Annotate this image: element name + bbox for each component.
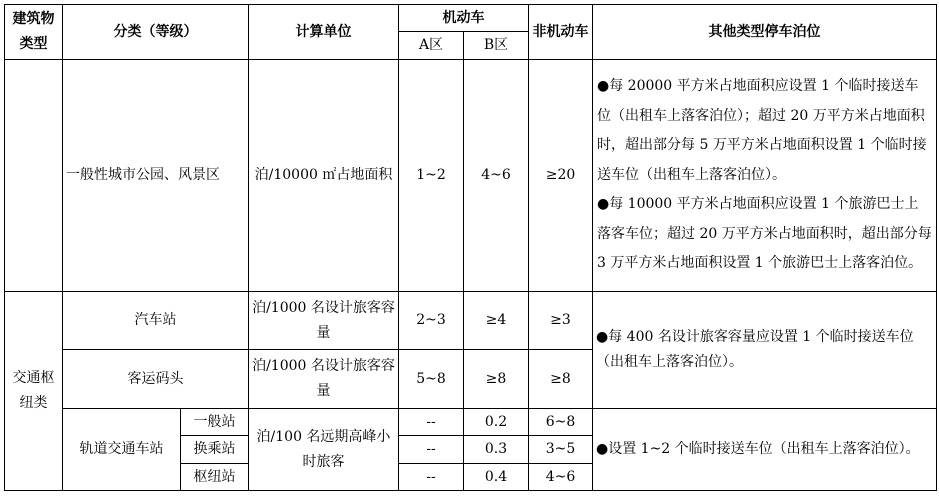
transport-building-type: 交通枢纽类 xyxy=(5,292,63,491)
rail-other-parking: ●设置 1~2 个临时接送车位（出租车上落客泊位）。 xyxy=(593,409,937,491)
park-other-paragraph-2: ●每 10000 平方米占地面积应设置 1 个旅游巴士上落客车位；超过 20 万平方米占地面积时，超出部分每 3 万平方米占地面积设置 1 个旅游巴士上落客泊位。 xyxy=(597,196,932,272)
rail-hub-zone-a: -- xyxy=(399,464,464,491)
park-other-parking xyxy=(593,60,937,292)
rail-station-interchange: 换乘站 xyxy=(181,436,249,464)
ferry-zone-a: 5~8 xyxy=(399,350,464,409)
bus-zone-b: ≥4 xyxy=(464,292,529,350)
ferry-non-motor: ≥8 xyxy=(529,350,593,409)
rail-general-non-motor: 6~8 xyxy=(529,409,593,436)
rail-category: 轨道交通车站 xyxy=(63,409,181,491)
header-category: 分类（等级） xyxy=(63,5,249,60)
bus-zone-a: 2~3 xyxy=(399,292,464,350)
park-non-motor: ≥20 xyxy=(529,60,593,292)
ferry-unit: 泊/1000 名设计旅客容量 xyxy=(249,350,399,409)
rail-interchange-zone-a: -- xyxy=(399,436,464,464)
rail-general-zone-a: -- xyxy=(399,409,464,436)
header-zone-a: A区 xyxy=(399,32,464,60)
rail-station-hub: 枢纽站 xyxy=(181,464,249,491)
park-zone-b: 4~6 xyxy=(464,60,529,292)
ferry-category: 客运码头 xyxy=(63,350,249,409)
rail-interchange-zone-b: 0.3 xyxy=(464,436,529,464)
header-non-motor: 非机动车 xyxy=(529,5,593,60)
ferry-zone-b: ≥8 xyxy=(464,350,529,409)
park-zone-a: 1~2 xyxy=(399,60,464,292)
rail-general-zone-b: 0.2 xyxy=(464,409,529,436)
rail-unit: 泊/100 名远期高峰小时旅客 xyxy=(249,409,399,491)
building-type-park-empty xyxy=(5,60,63,292)
header-building-type: 建筑物类型 xyxy=(5,5,63,60)
bus-category: 汽车站 xyxy=(63,292,249,350)
rail-station-general: 一般站 xyxy=(181,409,249,436)
park-other-paragraph-1: ●每 20000 平方米占地面积应设置 1 个临时接送车位（出租车上落客泊位）；超过 20 万平方米占地面积时，超出部分每 5 万平方米占地面积设置 1 个临时接送车位（出租车上落客泊位）。 xyxy=(597,78,927,183)
bus-unit: 泊/1000 名设计旅客容量 xyxy=(249,292,399,350)
rail-hub-non-motor: 4~6 xyxy=(529,464,593,491)
header-zone-b: B区 xyxy=(464,32,529,60)
park-unit: 泊/10000 ㎡占地面积 xyxy=(249,60,399,292)
rail-interchange-non-motor: 3~5 xyxy=(529,436,593,464)
parking-standards-table xyxy=(4,4,937,491)
header-other-parking: 其他类型停车泊位 xyxy=(593,5,937,60)
park-category: 一般性城市公园、风景区 xyxy=(63,60,249,292)
header-motor-vehicle: 机动车 xyxy=(399,5,529,32)
bus-ferry-other-parking: ●每 400 名设计旅客容量应设置 1 个临时接送车位（出租车上落客泊位）。 xyxy=(593,292,937,409)
rail-hub-zone-b: 0.4 xyxy=(464,464,529,491)
header-unit: 计算单位 xyxy=(249,5,399,60)
bus-non-motor: ≥3 xyxy=(529,292,593,350)
